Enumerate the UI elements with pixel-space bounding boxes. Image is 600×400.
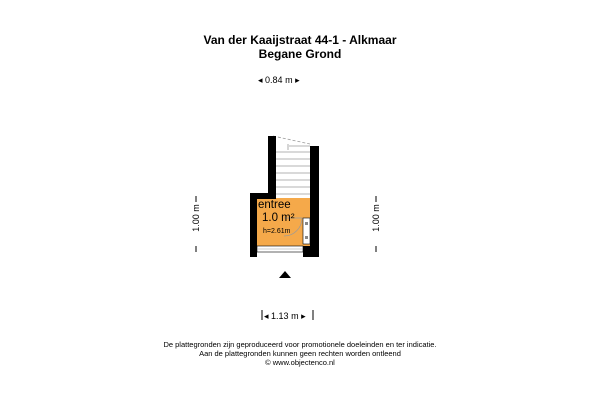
dimension-top-label: 0.84 m <box>265 75 293 85</box>
disclaimer-line-2: Aan de plattegronden kunnen geen rechten worden ontleend <box>199 349 401 358</box>
plan-address: Van der Kaaijstraat 44-1 - Alkmaar <box>203 33 397 47</box>
staircase <box>273 136 310 194</box>
dimension-top-arrow-left: ◂ <box>258 75 263 85</box>
dimension-top-arrow-right: ▸ <box>295 75 300 85</box>
dimension-right-label: 1.00 m <box>371 204 381 232</box>
plan-floor-name: Begane Grond <box>258 47 342 61</box>
room-area: 1.0 m² <box>262 212 295 224</box>
dimension-bottom-arrow-right: ▸ <box>301 311 306 321</box>
dimension-left-label: 1.00 m <box>191 204 201 232</box>
room-height: h=2.61m <box>263 228 291 235</box>
wall-bottom-right <box>303 246 319 257</box>
entrance-arrow-icon <box>279 271 291 278</box>
copyright-link[interactable]: © www.objectenco.nl <box>265 358 335 367</box>
meter-cabinet-detail <box>305 236 308 239</box>
dimension-bottom-arrow-left: ◂ <box>264 311 269 321</box>
stair-top-line <box>273 136 310 144</box>
wall-right <box>310 146 319 257</box>
room-name: entree <box>258 199 291 211</box>
wall-entree-left <box>250 193 257 257</box>
meter-cabinet-detail <box>305 222 308 225</box>
dimension-bottom <box>264 311 306 321</box>
disclaimer-line-1: De plattegronden zijn geproduceerd voor promotionele doeleinden en ter indicatie. <box>163 340 437 349</box>
meter-cabinet <box>303 218 310 244</box>
dimension-bottom-label: 1.13 m <box>271 311 299 321</box>
wall-stair-left <box>268 136 276 198</box>
